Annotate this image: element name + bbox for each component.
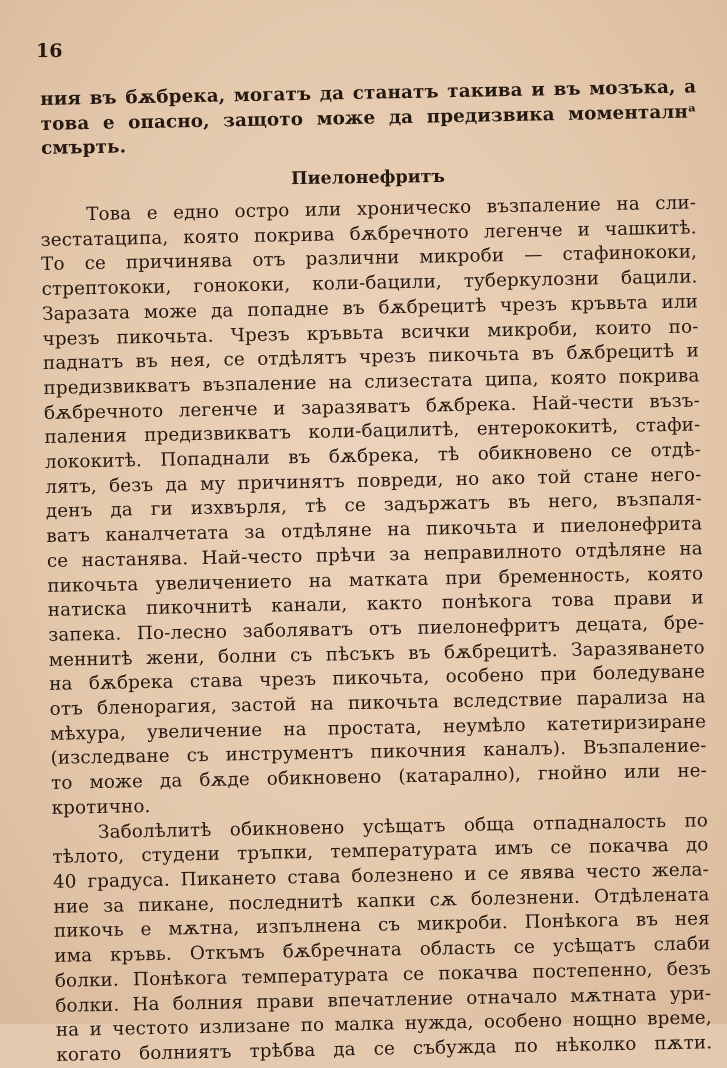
- text-line: стрептококи, гонококи, коли-бацили, туберкулозни бацили.: [41, 266, 698, 301]
- text-line: болки. На болния прави впечатление отначало мѫтната ури-: [55, 982, 712, 1017]
- text-line: паления предизвикватъ коли-бацилитѣ, ентерококитѣ, стафи-: [44, 414, 701, 449]
- text-line: ние за пикане, последнитѣ капки сѫ болезнени. Отдѣлената: [53, 883, 710, 918]
- intro-text: [40, 75, 697, 162]
- text-line: смърть.: [40, 136, 127, 160]
- text-line: меннитѣ жени, болни съ пѣсъкъ въ бѫбрецитѣ. Заразяването: [48, 636, 705, 671]
- text-line: То се причинява отъ различни микроби — стафинококи,: [40, 241, 698, 276]
- text-line: бѫбречното легенче и заразяватъ бѫбрека. Най-чести възъ-: [43, 389, 701, 424]
- body-text: [40, 191, 712, 1068]
- page-number: 16: [36, 40, 63, 62]
- text-line: то може да бѫде обикновено (катарално), гнойно или не-: [50, 760, 708, 795]
- text-line: Заразата може да попадне въ бѫбрецитѣ чрезъ кръвьта или: [41, 291, 699, 325]
- text-line: отъ бленорагия, застой на пикочьта вследствие парализа на: [49, 686, 706, 720]
- text-line: лококитѣ. Попаднали въ бѫбрека, тѣ обикновено се отдѣ-: [44, 439, 702, 473]
- text-line: тѣлото, студени тръпки, температурата имъ се покачва до: [52, 834, 709, 869]
- text-line: пикочь е мѫтна, изпълнена съ микроби. Понѣкога въ нея: [53, 908, 711, 943]
- text-line: зестатаципа, която покрива бѫбречното легенче и чашкитѣ.: [40, 217, 697, 251]
- text-line: ватъ каналчетата за отдѣляне на пикочьта и пиелонефрита: [46, 513, 703, 548]
- text-line: (изследване съ инструментъ пикочния каналъ). Възпаление-: [50, 735, 707, 770]
- text-line: пикочьта увеличението на матката при бременность, която: [47, 562, 704, 597]
- text-line: натиска пикочнитѣ канали, както понѣкога това прави и: [47, 587, 704, 622]
- text-line: чрезъ пикочьта. Чрезъ кръвьта всички микроби, които по-: [42, 315, 699, 350]
- text-line: на бѫбрека става чрезъ пикочьта, особено при боледуване: [49, 661, 706, 696]
- text-line: лятъ, безъ да му причинятъ повреди, но ако той стане него-: [45, 464, 702, 498]
- text-line: Това е едно остро или хроническо възпаление на сли-: [86, 192, 697, 226]
- text-line: денъ да ги изхвърля, тѣ се задържатъ въ него, възпаля-: [45, 488, 702, 523]
- text-line: има кръвь. Откъмъ бѫбречната область се усѣщатъ слаби: [54, 933, 711, 967]
- text-line: на и честото излизане по малка нужда, особено нощно време,: [55, 1007, 712, 1042]
- text-line: Заболѣлитѣ обикновено усѣщатъ обща отпадналость по: [97, 809, 709, 843]
- text-line: 40 градуса. Пикането става болезнено и се явява често жела-: [52, 859, 710, 893]
- text-line: това е опасно, защото може да предизвика моменталнᵃ: [40, 101, 697, 135]
- text-line: се настанява. Най-често прѣчи за неправилното отдѣляне на: [46, 538, 703, 572]
- text-line: ния въ бѫбрека, могатъ да станатъ такива и въ мозъка, а: [40, 76, 697, 110]
- text-line: когато болниятъ трѣбва да се събужда по нѣколко пѫти.: [56, 1032, 713, 1066]
- section-heading: Пиелонефритъ: [290, 166, 446, 190]
- text-line: паднатъ въ нея, се отдѣлятъ чрезъ пикочьта въ бѫбрецитѣ и: [42, 340, 700, 375]
- text-line: мѣхура, увеличение на простата, неумѣло катетиризиране: [49, 711, 707, 745]
- text-line: запека. По-лесно заболяватъ отъ пиелонефритъ децата, бре-: [48, 612, 705, 646]
- text-line: кротично.: [51, 795, 151, 819]
- text-line: болки. Понѣкога температурата се покачва постепенно, безъ: [54, 958, 712, 992]
- text-line: предизвикватъ възпаление на слизестата ципа, която покрива: [43, 365, 700, 399]
